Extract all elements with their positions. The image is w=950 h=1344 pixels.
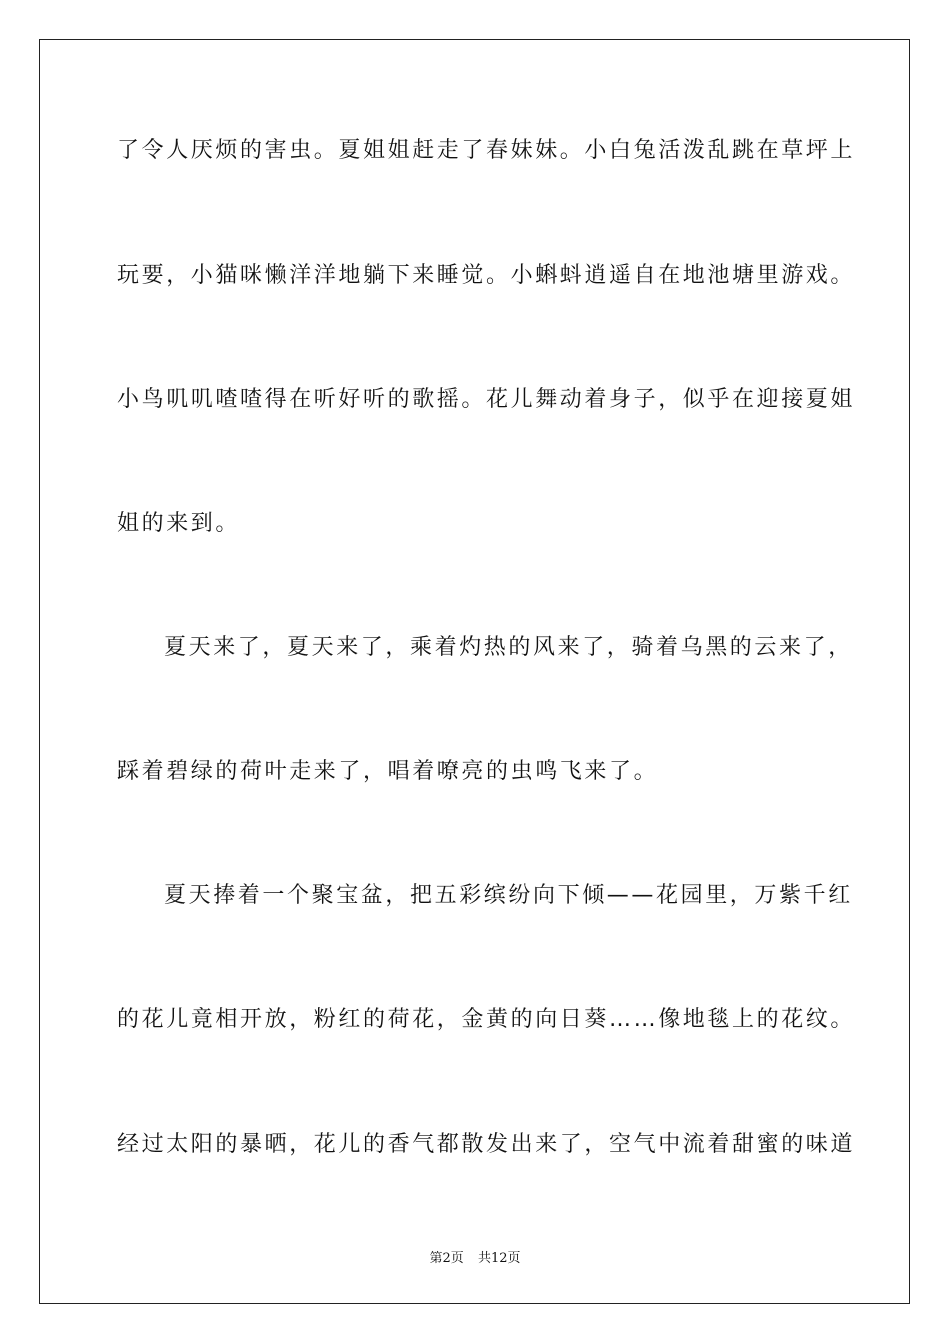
page-number-current: 第2页 bbox=[429, 1251, 464, 1266]
page-footer bbox=[0, 1247, 950, 1266]
text-line: 小鸟叽叽喳喳得在听好听的歌摇。花儿舞动着身子，似乎在迎接夏姐 bbox=[117, 387, 856, 412]
text-line: 经过太阳的暴晒，花儿的香气都散发出来了，空气中流着甜蜜的味道 bbox=[117, 1132, 856, 1157]
text-line: 玩要，小猫咪懒洋洋地躺下来睡觉。小蝌蚪逍遥自在地池塘里游戏。 bbox=[117, 263, 856, 288]
text-line: 姐的来到。 bbox=[117, 511, 241, 536]
text-line: 的花儿竟相开放，粉红的荷花，金黄的向日葵……像地毯上的花纹。 bbox=[117, 1007, 856, 1032]
text-line: 了令人厌烦的害虫。夏姐姐赶走了春妹妹。小白兔活泼乱跳在草坪上 bbox=[117, 138, 856, 163]
text-line: 踩着碧绿的荷叶走来了，唱着嘹亮的虫鸣飞来了。 bbox=[117, 759, 659, 784]
page-number-total: 共12页 bbox=[477, 1251, 521, 1266]
page-border bbox=[39, 39, 910, 1304]
paragraph-start-line: 夏天捧着一个聚宝盆，把五彩缤纷向下倾——花园里，万紫千红 bbox=[164, 883, 853, 908]
paragraph-start-line: 夏天来了，夏天来了，乘着灼热的风来了，骑着乌黑的云来了， bbox=[164, 635, 853, 660]
